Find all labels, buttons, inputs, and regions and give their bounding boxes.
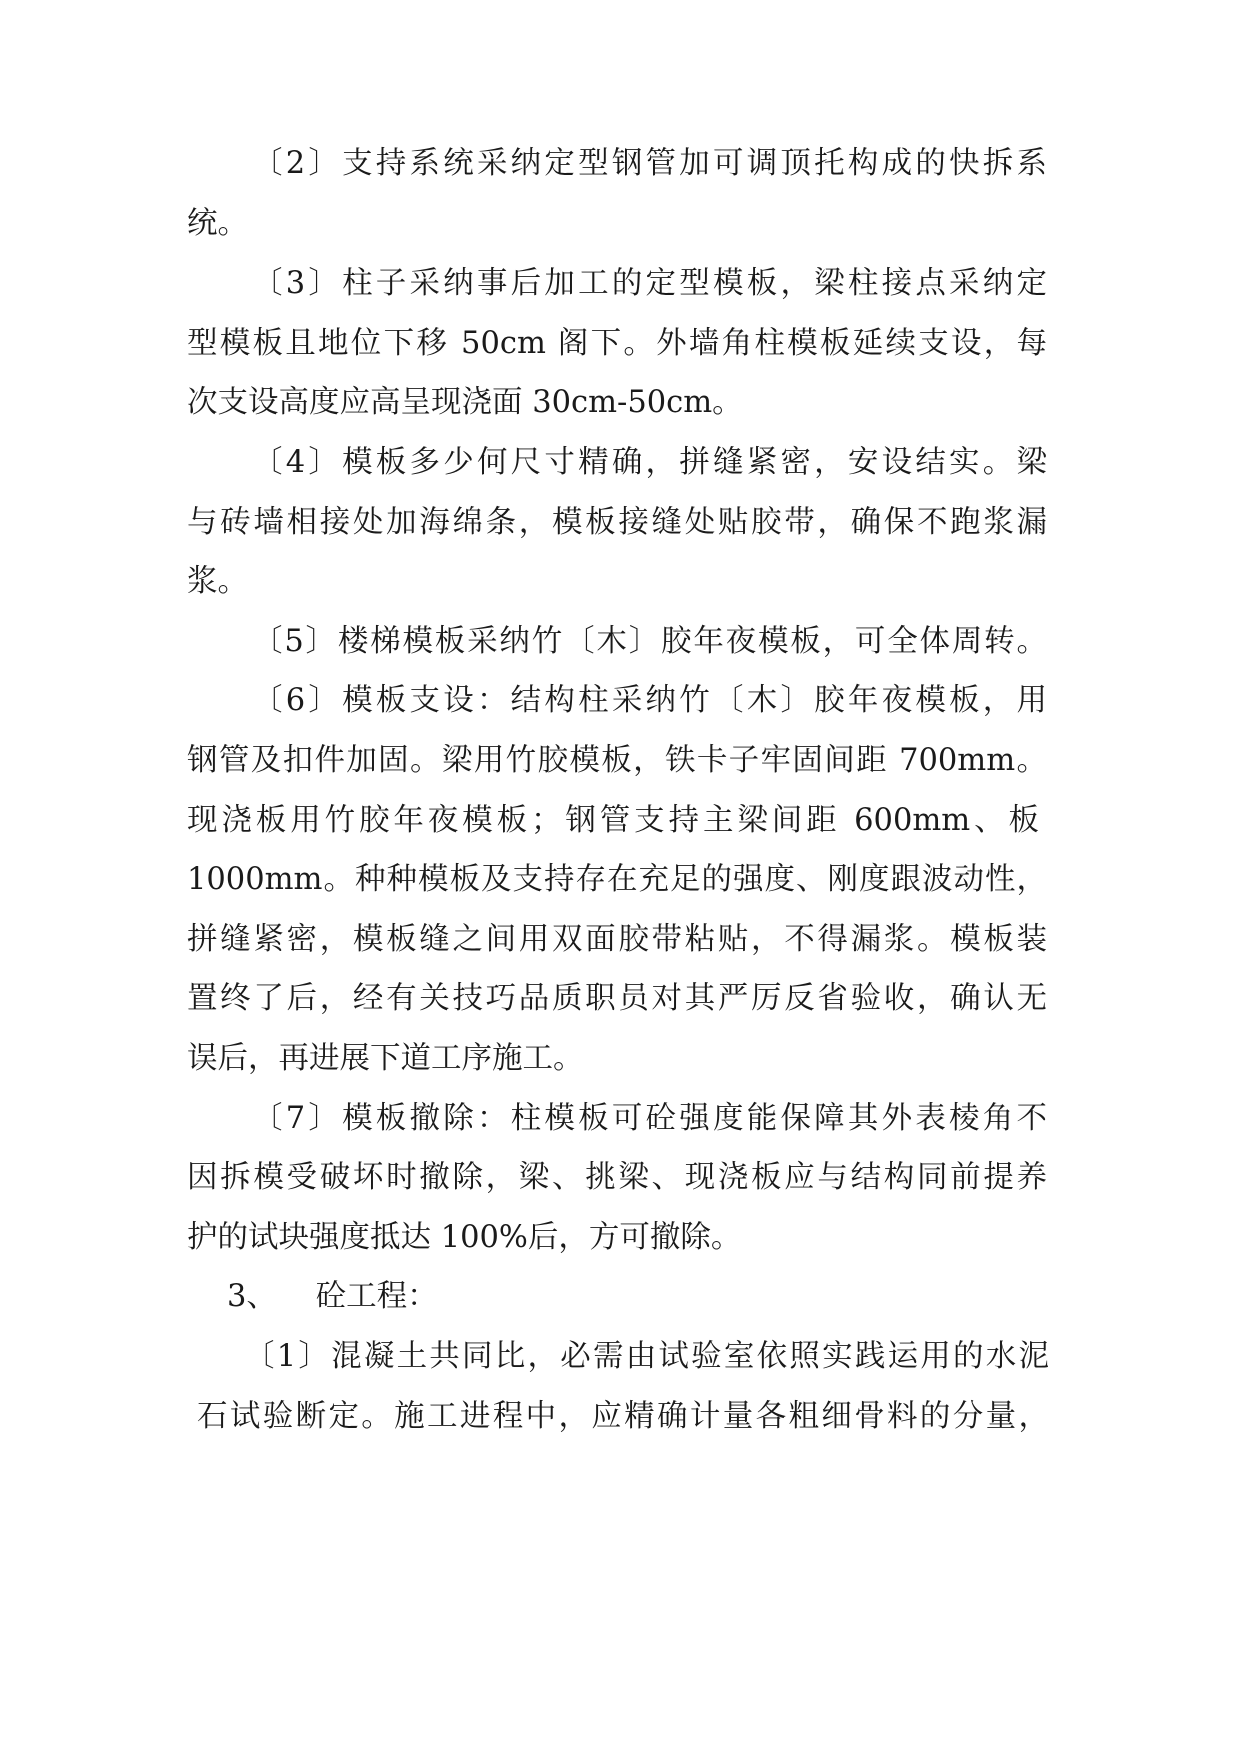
text-line: 统。 xyxy=(187,206,248,241)
text-line: 浆。 xyxy=(187,564,248,599)
text-line: 与砖墙相接处加海绵条，模板接缝处贴胶带，确保不跑浆漏 xyxy=(187,505,1047,540)
text-line: 拼缝紧密，模板缝之间用双面胶带粘贴，不得漏浆。模板装 xyxy=(187,922,1047,957)
text-line: 〔5〕楼梯模板采纳竹〔木〕胶年夜模板，可全体周转。 xyxy=(252,624,1047,659)
text-line: 因拆模受破坏时撤除，梁、挑梁、现浇板应与结构同前提养 xyxy=(187,1160,1047,1195)
text-line: 置终了后，经有关技巧品质职员对其严厉反省验收，确认无 xyxy=(187,981,1047,1016)
text-line: 次支设高度应高呈现浇面 30cm-50cm。 xyxy=(187,385,743,420)
text-line: 〔4〕模板多少何尺寸精确，拼缝紧密，安设结实。梁 xyxy=(252,445,1047,480)
text-line: 〔3〕柱子采纳事后加工的定型模板，梁柱接点采纳定 xyxy=(252,266,1047,301)
text-line: 石试验断定。施工进程中，应精确计量各粗细骨料的分量， xyxy=(197,1399,1049,1434)
text-line: 〔1〕混凝土共同比，必需由试验室依照实践运用的水泥 xyxy=(244,1339,1049,1374)
text-line: 型模板且地位下移 50cm 阁下。外墙角柱模板延续支设，每 xyxy=(187,326,1047,361)
text-line: 护的试块强度抵达 100%后，方可撤除。 xyxy=(187,1220,742,1255)
text-line: 〔2〕支持系统采纳定型钢管加可调顶托构成的快拆系 xyxy=(252,146,1047,181)
text-line: 现浇板用竹胶年夜模板；钢管支持主梁间距 600mm、板 xyxy=(187,803,1039,838)
section-heading: 3、 砼工程： xyxy=(227,1279,438,1314)
text-line: 1000mm。种种模板及支持存在充足的强度、刚度跟波动性， xyxy=(187,862,1047,897)
text-line: 误后，再进展下道工序施工。 xyxy=(187,1041,584,1076)
text-line: 钢管及扣件加固。梁用竹胶模板，铁卡子牢固间距 700mm。 xyxy=(187,743,1047,778)
text-line: 〔6〕模板支设：结构柱采纳竹〔木〕胶年夜模板，用 xyxy=(252,683,1047,718)
text-line: 〔7〕模板撤除：柱模板可砼强度能保障其外表棱角不 xyxy=(252,1101,1047,1136)
